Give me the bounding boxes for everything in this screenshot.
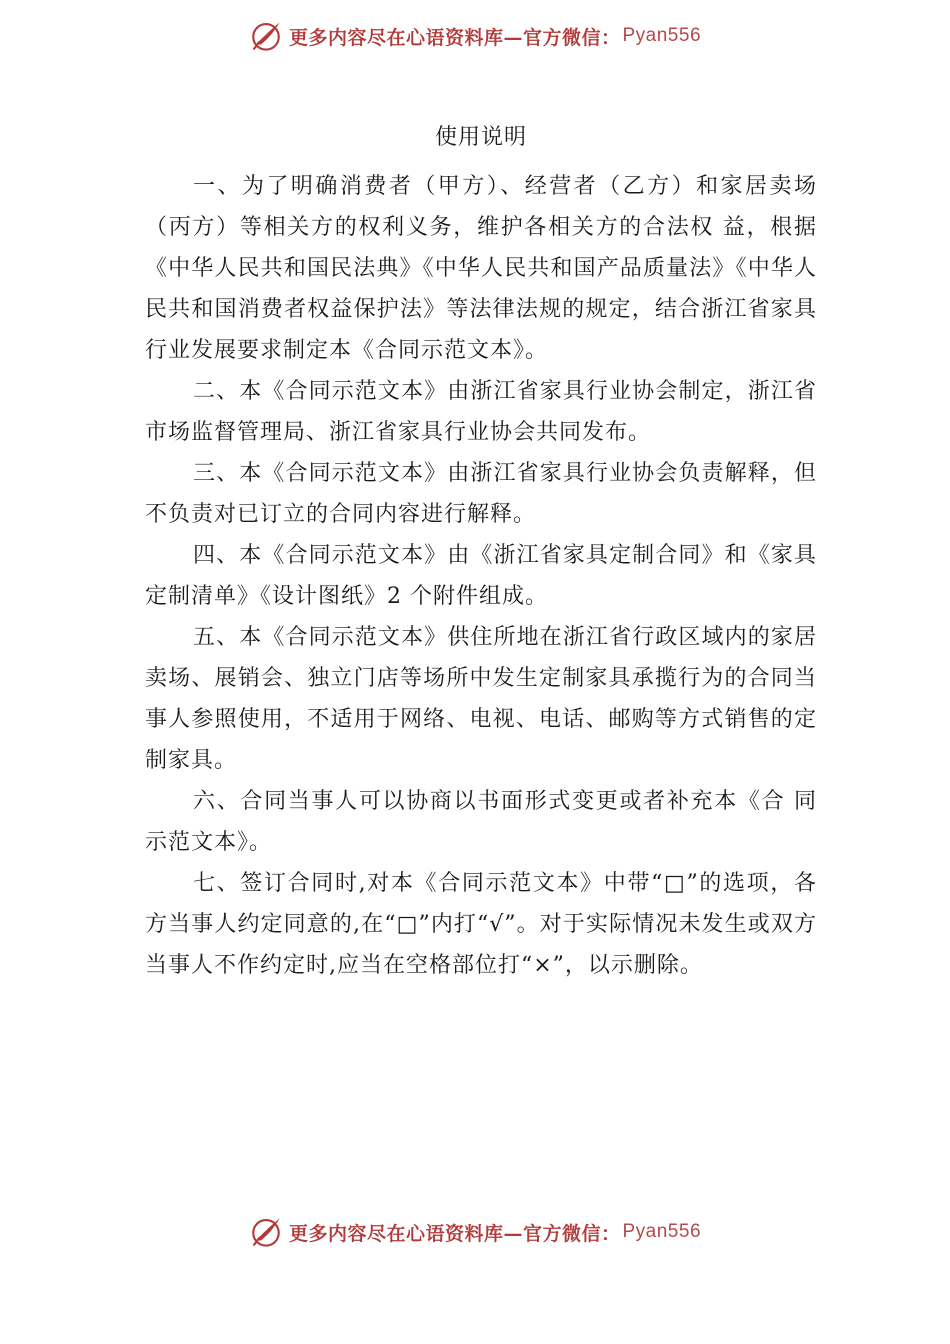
watermark-header: [0, 14, 950, 58]
paragraph-6: 六、合同当事人可以协商以书面形式变更或者补充本《合 同示范文本》。: [145, 789, 817, 855]
watermark-handle: Pyan556: [622, 25, 702, 46]
paragraph-7: 七、签订合同时,对本《合同示范文本》中带“□”的选项，各方当事人约定同意的,在“□”内打“√”。对于实际情况未发生或双方当事人不作约定时,应当在空格部位打“×”，以示删除。: [145, 871, 817, 978]
page-title: 使用说明: [434, 125, 527, 150]
paragraph-3: 三、本《合同示范文本》由浙江省家具行业协会负责解释，但不负责对已订立的合同内容进行解释。: [145, 461, 817, 527]
watermark-text: 更多内容尽在心语资料库—官方微信：: [288, 1222, 621, 1245]
paragraph-2: 二、本《合同示范文本》由浙江省家具行业协会制定，浙江省市场监督管理局、浙江省家具行业协会共同发布。: [145, 379, 817, 445]
document-body: [145, 118, 817, 986]
watermark-text: 更多内容尽在心语资料库—官方微信：: [288, 26, 621, 49]
quill-pen-logo-icon: [249, 19, 283, 53]
paragraph-4: 四、本《合同示范文本》由《浙江省家具定制合同》和《家具定制清单》《设计图纸》2 个附件组成。: [145, 543, 817, 609]
quill-pen-logo-icon: [249, 1215, 283, 1249]
paragraph-5: 五、本《合同示范文本》供住所地在浙江省行政区域内的家居卖场、展销会、独立门店等场所中发生定制家具承揽行为的合同当事人参照使用，不适用于网络、电视、电话、邮购等方式销售的定制家具。: [145, 625, 817, 773]
paragraph-1: 一、为了明确消费者（甲方）、经营者（乙方）和家居卖场（丙方）等相关方的权利义务，维护各相关方的合法权 益，根据《中华人民共和国民法典》《中华人民共和国产品质量法》《中华人民共和国消费者权益保护法》等法律法规的规定，结合浙江省家具行业发展要求制定本《合同示范文本》。: [145, 174, 817, 363]
watermark-handle: Pyan556: [622, 1221, 702, 1242]
watermark-footer: [0, 1210, 950, 1254]
